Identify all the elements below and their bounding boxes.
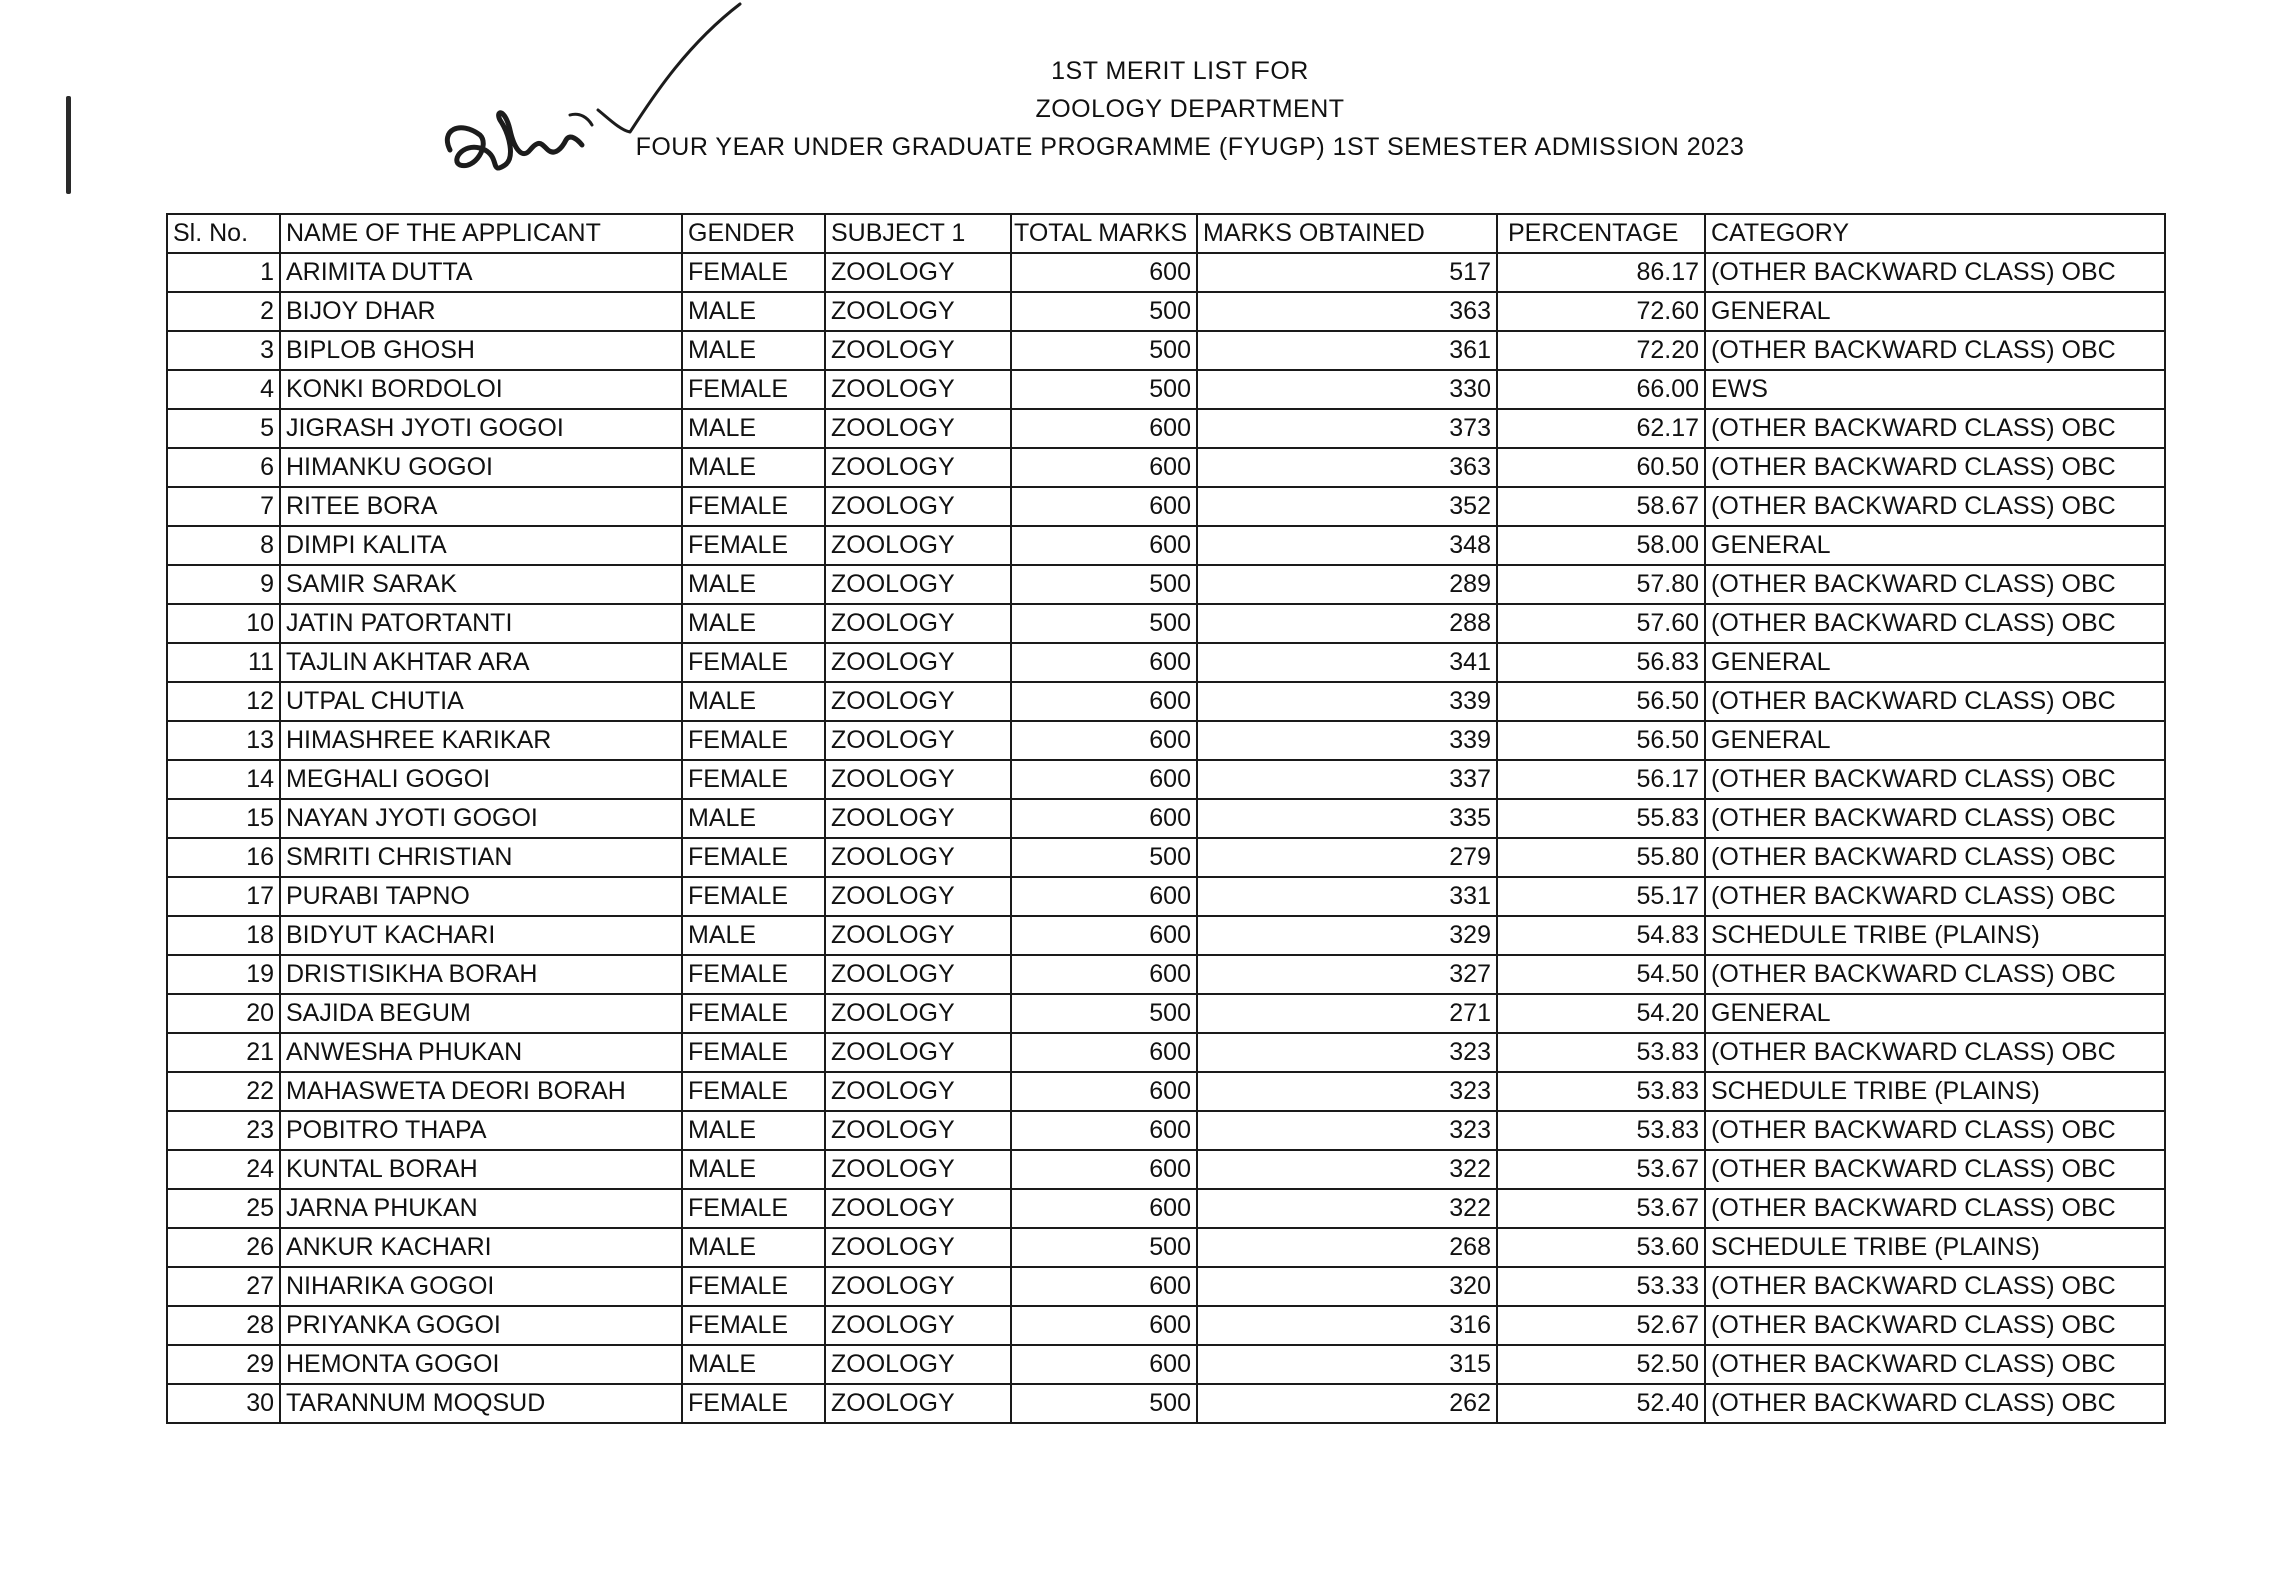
category-cell: (OTHER BACKWARD CLASS) OBC (1705, 799, 2165, 838)
applicant-name-cell: SAMIR SARAK (280, 565, 682, 604)
total-marks-cell: 600 (1011, 409, 1197, 448)
sl-no-cell: 7 (167, 487, 280, 526)
table-row (167, 760, 2165, 799)
gender-cell: MALE (682, 1345, 825, 1384)
total-marks-cell: 600 (1011, 448, 1197, 487)
sl-no-cell: 22 (167, 1072, 280, 1111)
table-row (167, 331, 2165, 370)
merit-list-title: 1ST MERIT LIST FOR (1051, 57, 1309, 85)
table-row (167, 643, 2165, 682)
applicant-name-cell: NIHARIKA GOGOI (280, 1267, 682, 1306)
applicant-name-cell: NAYAN JYOTI GOGOI (280, 799, 682, 838)
marks-obtained-cell: 330 (1197, 370, 1497, 409)
marks-obtained-cell: 363 (1197, 292, 1497, 331)
category-cell: (OTHER BACKWARD CLASS) OBC (1705, 760, 2165, 799)
applicant-name-cell: UTPAL CHUTIA (280, 682, 682, 721)
column-header-subject: SUBJECT 1 (825, 214, 1011, 253)
column-header-name: NAME OF THE APPLICANT (280, 214, 682, 253)
document-header (600, 52, 1780, 166)
gender-cell: MALE (682, 1150, 825, 1189)
percentage-cell: 52.50 (1497, 1345, 1705, 1384)
category-cell: (OTHER BACKWARD CLASS) OBC (1705, 1111, 2165, 1150)
marks-obtained-cell: 361 (1197, 331, 1497, 370)
subject-cell: ZOOLOGY (825, 331, 1011, 370)
subject-cell: ZOOLOGY (825, 955, 1011, 994)
marks-obtained-cell: 323 (1197, 1033, 1497, 1072)
subject-cell: ZOOLOGY (825, 1345, 1011, 1384)
total-marks-cell: 600 (1011, 1345, 1197, 1384)
merit-list-table (166, 213, 2166, 1424)
applicant-name-cell: MAHASWETA DEORI BORAH (280, 1072, 682, 1111)
total-marks-cell: 500 (1011, 994, 1197, 1033)
marks-obtained-cell: 268 (1197, 1228, 1497, 1267)
margin-mark (66, 96, 71, 194)
subject-cell: ZOOLOGY (825, 1306, 1011, 1345)
percentage-cell: 53.60 (1497, 1228, 1705, 1267)
gender-cell: MALE (682, 331, 825, 370)
applicant-name-cell: RITEE BORA (280, 487, 682, 526)
table-row (167, 955, 2165, 994)
total-marks-cell: 600 (1011, 877, 1197, 916)
total-marks-cell: 500 (1011, 292, 1197, 331)
percentage-cell: 55.83 (1497, 799, 1705, 838)
applicant-name-cell: MEGHALI GOGOI (280, 760, 682, 799)
applicant-name-cell: POBITRO THAPA (280, 1111, 682, 1150)
applicant-name-cell: ANKUR KACHARI (280, 1228, 682, 1267)
sl-no-cell: 4 (167, 370, 280, 409)
percentage-cell: 55.17 (1497, 877, 1705, 916)
applicant-name-cell: BIPLOB GHOSH (280, 331, 682, 370)
gender-cell: FEMALE (682, 721, 825, 760)
column-header-marks-obtained: MARKS OBTAINED (1197, 214, 1497, 253)
marks-obtained-cell: 341 (1197, 643, 1497, 682)
table-row (167, 1228, 2165, 1267)
subject-cell: ZOOLOGY (825, 1189, 1011, 1228)
subject-cell: ZOOLOGY (825, 643, 1011, 682)
applicant-name-cell: JARNA PHUKAN (280, 1189, 682, 1228)
gender-cell: FEMALE (682, 487, 825, 526)
category-cell: EWS (1705, 370, 2165, 409)
marks-obtained-cell: 352 (1197, 487, 1497, 526)
gender-cell: FEMALE (682, 955, 825, 994)
table-row (167, 253, 2165, 292)
column-header-sl-no: Sl. No. (167, 214, 280, 253)
subject-cell: ZOOLOGY (825, 370, 1011, 409)
percentage-cell: 53.83 (1497, 1033, 1705, 1072)
table-row (167, 487, 2165, 526)
category-cell: SCHEDULE TRIBE (PLAINS) (1705, 916, 2165, 955)
total-marks-cell: 600 (1011, 1072, 1197, 1111)
sl-no-cell: 16 (167, 838, 280, 877)
category-cell: GENERAL (1705, 292, 2165, 331)
table-row (167, 994, 2165, 1033)
table-row (167, 1150, 2165, 1189)
gender-cell: MALE (682, 1111, 825, 1150)
applicant-name-cell: PURABI TAPNO (280, 877, 682, 916)
gender-cell: FEMALE (682, 1033, 825, 1072)
sl-no-cell: 11 (167, 643, 280, 682)
subject-cell: ZOOLOGY (825, 1267, 1011, 1306)
percentage-cell: 57.60 (1497, 604, 1705, 643)
total-marks-cell: 500 (1011, 838, 1197, 877)
category-cell: (OTHER BACKWARD CLASS) OBC (1705, 1267, 2165, 1306)
applicant-name-cell: DRISTISIKHA BORAH (280, 955, 682, 994)
sl-no-cell: 14 (167, 760, 280, 799)
applicant-name-cell: SAJIDA BEGUM (280, 994, 682, 1033)
marks-obtained-cell: 288 (1197, 604, 1497, 643)
percentage-cell: 55.80 (1497, 838, 1705, 877)
marks-obtained-cell: 322 (1197, 1150, 1497, 1189)
applicant-name-cell: TARANNUM MOQSUD (280, 1384, 682, 1423)
percentage-cell: 56.17 (1497, 760, 1705, 799)
sl-no-cell: 18 (167, 916, 280, 955)
marks-obtained-cell: 289 (1197, 565, 1497, 604)
sl-no-cell: 2 (167, 292, 280, 331)
marks-obtained-cell: 348 (1197, 526, 1497, 565)
table-row (167, 1189, 2165, 1228)
total-marks-cell: 600 (1011, 1306, 1197, 1345)
sl-no-cell: 6 (167, 448, 280, 487)
table-row (167, 682, 2165, 721)
total-marks-cell: 600 (1011, 916, 1197, 955)
total-marks-cell: 600 (1011, 1033, 1197, 1072)
table-row (167, 526, 2165, 565)
gender-cell: MALE (682, 448, 825, 487)
subject-cell: ZOOLOGY (825, 448, 1011, 487)
gender-cell: MALE (682, 916, 825, 955)
percentage-cell: 72.60 (1497, 292, 1705, 331)
department-title: ZOOLOGY DEPARTMENT (1035, 95, 1345, 123)
applicant-name-cell: TAJLIN AKHTAR ARA (280, 643, 682, 682)
gender-cell: FEMALE (682, 760, 825, 799)
table-row (167, 877, 2165, 916)
sl-no-cell: 23 (167, 1111, 280, 1150)
gender-cell: FEMALE (682, 994, 825, 1033)
marks-obtained-cell: 315 (1197, 1345, 1497, 1384)
total-marks-cell: 500 (1011, 1384, 1197, 1423)
table-row (167, 370, 2165, 409)
table-row (167, 1345, 2165, 1384)
total-marks-cell: 500 (1011, 1228, 1197, 1267)
gender-cell: FEMALE (682, 1306, 825, 1345)
applicant-name-cell: JIGRASH JYOTI GOGOI (280, 409, 682, 448)
marks-obtained-cell: 262 (1197, 1384, 1497, 1423)
sl-no-cell: 21 (167, 1033, 280, 1072)
marks-obtained-cell: 323 (1197, 1072, 1497, 1111)
sl-no-cell: 19 (167, 955, 280, 994)
total-marks-cell: 600 (1011, 487, 1197, 526)
table-row (167, 604, 2165, 643)
gender-cell: FEMALE (682, 526, 825, 565)
gender-cell: MALE (682, 799, 825, 838)
percentage-cell: 58.00 (1497, 526, 1705, 565)
sl-no-cell: 3 (167, 331, 280, 370)
gender-cell: FEMALE (682, 1267, 825, 1306)
marks-obtained-cell: 327 (1197, 955, 1497, 994)
table-row (167, 1072, 2165, 1111)
percentage-cell: 86.17 (1497, 253, 1705, 292)
gender-cell: MALE (682, 565, 825, 604)
applicant-name-cell: PRIYANKA GOGOI (280, 1306, 682, 1345)
applicant-name-cell: SMRITI CHRISTIAN (280, 838, 682, 877)
column-header-gender: GENDER (682, 214, 825, 253)
applicant-name-cell: JATIN PATORTANTI (280, 604, 682, 643)
marks-obtained-cell: 322 (1197, 1189, 1497, 1228)
percentage-cell: 57.80 (1497, 565, 1705, 604)
applicant-name-cell: HEMONTA GOGOI (280, 1345, 682, 1384)
table-header-row (167, 214, 2165, 253)
percentage-cell: 58.67 (1497, 487, 1705, 526)
percentage-cell: 53.83 (1497, 1072, 1705, 1111)
category-cell: (OTHER BACKWARD CLASS) OBC (1705, 604, 2165, 643)
column-header-percentage: PERCENTAGE (1497, 214, 1705, 253)
percentage-cell: 52.40 (1497, 1384, 1705, 1423)
marks-obtained-cell: 329 (1197, 916, 1497, 955)
subject-cell: ZOOLOGY (825, 1111, 1011, 1150)
category-cell: (OTHER BACKWARD CLASS) OBC (1705, 253, 2165, 292)
table-row (167, 1111, 2165, 1150)
subject-cell: ZOOLOGY (825, 838, 1011, 877)
category-cell: (OTHER BACKWARD CLASS) OBC (1705, 955, 2165, 994)
marks-obtained-cell: 279 (1197, 838, 1497, 877)
programme-title: FOUR YEAR UNDER GRADUATE PROGRAMME (FYUGP) 1ST SEMESTER ADMISSION 2023 (635, 133, 1745, 161)
category-cell: SCHEDULE TRIBE (PLAINS) (1705, 1072, 2165, 1111)
sl-no-cell: 25 (167, 1189, 280, 1228)
category-cell: (OTHER BACKWARD CLASS) OBC (1705, 1189, 2165, 1228)
subject-cell: ZOOLOGY (825, 1384, 1011, 1423)
sl-no-cell: 24 (167, 1150, 280, 1189)
category-cell: (OTHER BACKWARD CLASS) OBC (1705, 1384, 2165, 1423)
percentage-cell: 66.00 (1497, 370, 1705, 409)
sl-no-cell: 8 (167, 526, 280, 565)
marks-obtained-cell: 373 (1197, 409, 1497, 448)
total-marks-cell: 600 (1011, 1111, 1197, 1150)
gender-cell: FEMALE (682, 643, 825, 682)
category-cell: (OTHER BACKWARD CLASS) OBC (1705, 1345, 2165, 1384)
percentage-cell: 52.67 (1497, 1306, 1705, 1345)
percentage-cell: 60.50 (1497, 448, 1705, 487)
table-row (167, 292, 2165, 331)
table-row (167, 1267, 2165, 1306)
table-row (167, 1384, 2165, 1423)
percentage-cell: 53.67 (1497, 1150, 1705, 1189)
sl-no-cell: 28 (167, 1306, 280, 1345)
subject-cell: ZOOLOGY (825, 604, 1011, 643)
subject-cell: ZOOLOGY (825, 292, 1011, 331)
marks-obtained-cell: 271 (1197, 994, 1497, 1033)
gender-cell: MALE (682, 1228, 825, 1267)
category-cell: (OTHER BACKWARD CLASS) OBC (1705, 1033, 2165, 1072)
marks-obtained-cell: 517 (1197, 253, 1497, 292)
gender-cell: FEMALE (682, 1384, 825, 1423)
sl-no-cell: 27 (167, 1267, 280, 1306)
sl-no-cell: 12 (167, 682, 280, 721)
sl-no-cell: 15 (167, 799, 280, 838)
subject-cell: ZOOLOGY (825, 994, 1011, 1033)
total-marks-cell: 600 (1011, 1189, 1197, 1228)
applicant-name-cell: HIMANKU GOGOI (280, 448, 682, 487)
sl-no-cell: 29 (167, 1345, 280, 1384)
total-marks-cell: 500 (1011, 604, 1197, 643)
column-header-total-marks: TOTAL MARKS (1011, 214, 1197, 253)
percentage-cell: 53.83 (1497, 1111, 1705, 1150)
sl-no-cell: 17 (167, 877, 280, 916)
total-marks-cell: 600 (1011, 760, 1197, 799)
subject-cell: ZOOLOGY (825, 877, 1011, 916)
category-cell: GENERAL (1705, 721, 2165, 760)
category-cell: (OTHER BACKWARD CLASS) OBC (1705, 565, 2165, 604)
total-marks-cell: 600 (1011, 643, 1197, 682)
marks-obtained-cell: 335 (1197, 799, 1497, 838)
marks-obtained-cell: 316 (1197, 1306, 1497, 1345)
percentage-cell: 53.33 (1497, 1267, 1705, 1306)
sl-no-cell: 1 (167, 253, 280, 292)
subject-cell: ZOOLOGY (825, 409, 1011, 448)
table-row (167, 409, 2165, 448)
subject-cell: ZOOLOGY (825, 1072, 1011, 1111)
total-marks-cell: 500 (1011, 565, 1197, 604)
percentage-cell: 56.50 (1497, 721, 1705, 760)
subject-cell: ZOOLOGY (825, 916, 1011, 955)
subject-cell: ZOOLOGY (825, 799, 1011, 838)
table-row (167, 448, 2165, 487)
total-marks-cell: 600 (1011, 682, 1197, 721)
category-cell: GENERAL (1705, 526, 2165, 565)
applicant-name-cell: ARIMITA DUTTA (280, 253, 682, 292)
sl-no-cell: 13 (167, 721, 280, 760)
category-cell: (OTHER BACKWARD CLASS) OBC (1705, 1150, 2165, 1189)
gender-cell: MALE (682, 292, 825, 331)
applicant-name-cell: BIJOY DHAR (280, 292, 682, 331)
percentage-cell: 54.50 (1497, 955, 1705, 994)
applicant-name-cell: DIMPI KALITA (280, 526, 682, 565)
subject-cell: ZOOLOGY (825, 721, 1011, 760)
table-row (167, 799, 2165, 838)
category-cell: (OTHER BACKWARD CLASS) OBC (1705, 877, 2165, 916)
gender-cell: MALE (682, 682, 825, 721)
category-cell: GENERAL (1705, 994, 2165, 1033)
total-marks-cell: 600 (1011, 721, 1197, 760)
subject-cell: ZOOLOGY (825, 1033, 1011, 1072)
percentage-cell: 72.20 (1497, 331, 1705, 370)
subject-cell: ZOOLOGY (825, 1228, 1011, 1267)
subject-cell: ZOOLOGY (825, 487, 1011, 526)
sl-no-cell: 20 (167, 994, 280, 1033)
table-body (167, 253, 2165, 1423)
total-marks-cell: 600 (1011, 799, 1197, 838)
percentage-cell: 56.83 (1497, 643, 1705, 682)
applicant-name-cell: KUNTAL BORAH (280, 1150, 682, 1189)
percentage-cell: 54.20 (1497, 994, 1705, 1033)
table-row (167, 565, 2165, 604)
category-cell: SCHEDULE TRIBE (PLAINS) (1705, 1228, 2165, 1267)
marks-obtained-cell: 337 (1197, 760, 1497, 799)
category-cell: (OTHER BACKWARD CLASS) OBC (1705, 448, 2165, 487)
subject-cell: ZOOLOGY (825, 760, 1011, 799)
gender-cell: MALE (682, 409, 825, 448)
total-marks-cell: 600 (1011, 1267, 1197, 1306)
category-cell: (OTHER BACKWARD CLASS) OBC (1705, 682, 2165, 721)
category-cell: (OTHER BACKWARD CLASS) OBC (1705, 409, 2165, 448)
applicant-name-cell: HIMASHREE KARIKAR (280, 721, 682, 760)
table-row (167, 1033, 2165, 1072)
marks-obtained-cell: 339 (1197, 682, 1497, 721)
marks-obtained-cell: 331 (1197, 877, 1497, 916)
subject-cell: ZOOLOGY (825, 565, 1011, 604)
sl-no-cell: 5 (167, 409, 280, 448)
gender-cell: FEMALE (682, 1189, 825, 1228)
marks-obtained-cell: 363 (1197, 448, 1497, 487)
table-row (167, 721, 2165, 760)
gender-cell: MALE (682, 604, 825, 643)
total-marks-cell: 600 (1011, 526, 1197, 565)
total-marks-cell: 600 (1011, 1150, 1197, 1189)
category-cell: GENERAL (1705, 643, 2165, 682)
gender-cell: FEMALE (682, 1072, 825, 1111)
applicant-name-cell: KONKI BORDOLOI (280, 370, 682, 409)
table-row (167, 1306, 2165, 1345)
applicant-name-cell: ANWESHA PHUKAN (280, 1033, 682, 1072)
total-marks-cell: 600 (1011, 955, 1197, 994)
table-row (167, 838, 2165, 877)
subject-cell: ZOOLOGY (825, 253, 1011, 292)
category-cell: (OTHER BACKWARD CLASS) OBC (1705, 838, 2165, 877)
sl-no-cell: 26 (167, 1228, 280, 1267)
sl-no-cell: 9 (167, 565, 280, 604)
subject-cell: ZOOLOGY (825, 1150, 1011, 1189)
marks-obtained-cell: 339 (1197, 721, 1497, 760)
percentage-cell: 54.83 (1497, 916, 1705, 955)
sl-no-cell: 10 (167, 604, 280, 643)
category-cell: (OTHER BACKWARD CLASS) OBC (1705, 1306, 2165, 1345)
category-cell: (OTHER BACKWARD CLASS) OBC (1705, 331, 2165, 370)
gender-cell: FEMALE (682, 838, 825, 877)
gender-cell: FEMALE (682, 253, 825, 292)
gender-cell: FEMALE (682, 877, 825, 916)
marks-obtained-cell: 320 (1197, 1267, 1497, 1306)
applicant-name-cell: BIDYUT KACHARI (280, 916, 682, 955)
subject-cell: ZOOLOGY (825, 682, 1011, 721)
category-cell: (OTHER BACKWARD CLASS) OBC (1705, 487, 2165, 526)
marks-obtained-cell: 323 (1197, 1111, 1497, 1150)
total-marks-cell: 500 (1011, 370, 1197, 409)
total-marks-cell: 600 (1011, 253, 1197, 292)
table-row (167, 916, 2165, 955)
total-marks-cell: 500 (1011, 331, 1197, 370)
sl-no-cell: 30 (167, 1384, 280, 1423)
percentage-cell: 56.50 (1497, 682, 1705, 721)
percentage-cell: 62.17 (1497, 409, 1705, 448)
column-header-category: CATEGORY (1705, 214, 2165, 253)
percentage-cell: 53.67 (1497, 1189, 1705, 1228)
subject-cell: ZOOLOGY (825, 526, 1011, 565)
gender-cell: FEMALE (682, 370, 825, 409)
